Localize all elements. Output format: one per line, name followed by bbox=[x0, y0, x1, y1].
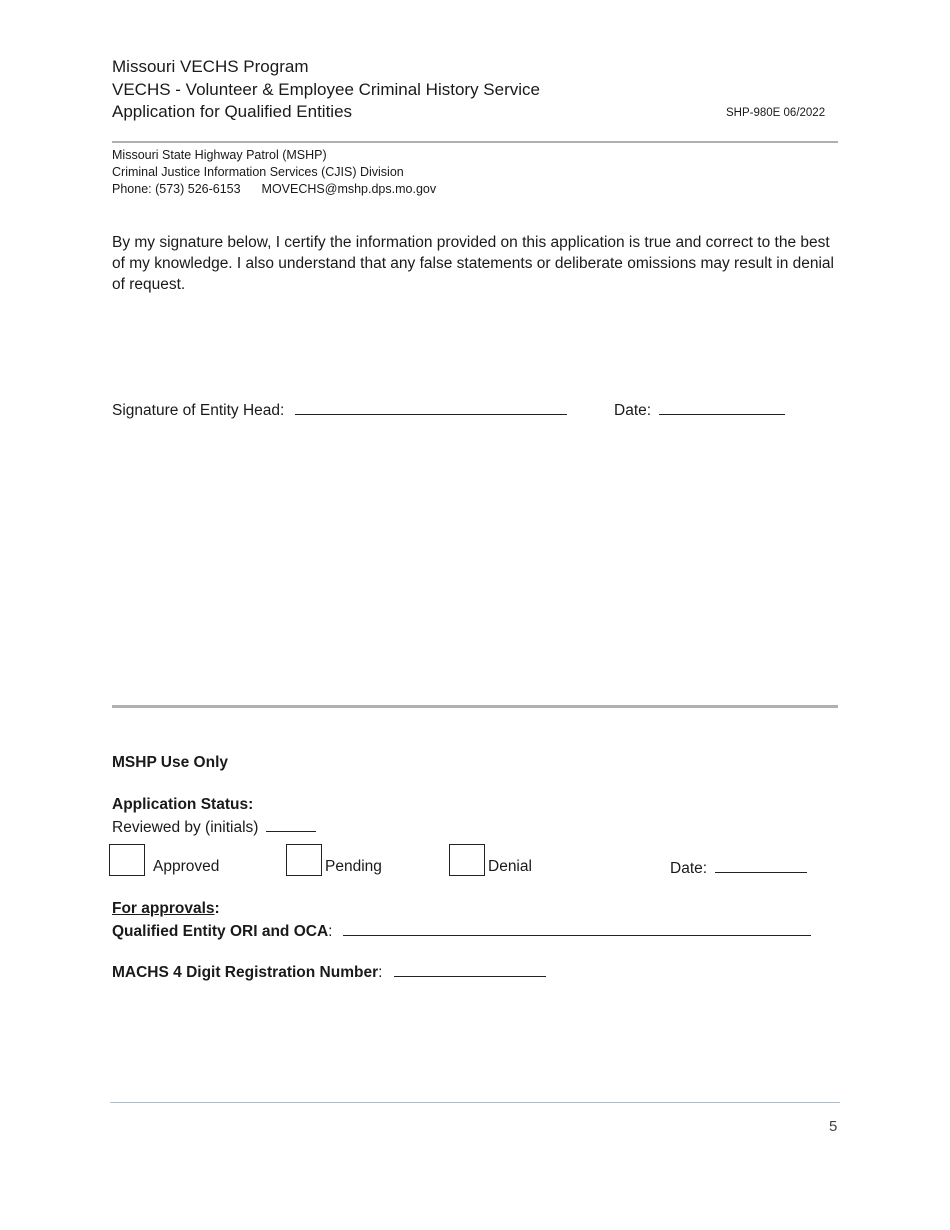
page-number: 5 bbox=[829, 1118, 838, 1135]
pending-label: Pending bbox=[325, 858, 382, 875]
reviewed-label: Reviewed by (initials) bbox=[112, 819, 259, 836]
reviewed-initials-field[interactable] bbox=[266, 817, 316, 832]
certification-text: By my signature below, I certify the information provided on this application is true and correct to the best of my knowledge. I also understand that any false statements or deliberate omissions may result in denial of request. bbox=[112, 234, 834, 293]
footer-divider bbox=[110, 1102, 840, 1103]
signature-label: Signature of Entity Head: bbox=[112, 402, 285, 419]
ori-row bbox=[112, 921, 811, 941]
section-divider bbox=[112, 705, 838, 708]
pending-checkbox[interactable] bbox=[286, 844, 322, 876]
status-date-field[interactable] bbox=[715, 858, 807, 873]
form-number: SHP-980E 06/2022 bbox=[726, 107, 826, 119]
machs-number-field[interactable] bbox=[394, 962, 546, 977]
approvals-row bbox=[112, 900, 220, 918]
application-status-heading: Application Status: bbox=[112, 796, 254, 813]
approvals-colon: : bbox=[214, 900, 220, 917]
status-date-row bbox=[670, 858, 807, 878]
ori-colon: : bbox=[328, 923, 333, 940]
denial-checkbox[interactable] bbox=[449, 844, 485, 876]
ori-label: Qualified Entity ORI and OCA bbox=[112, 923, 329, 940]
machs-label: MACHS 4 Digit Registration Number bbox=[112, 964, 379, 981]
contact-line bbox=[112, 182, 436, 196]
approved-label: Approved bbox=[153, 858, 220, 875]
service-title: VECHS - Volunteer & Employee Criminal History Service bbox=[112, 80, 540, 99]
status-date-label: Date: bbox=[670, 860, 708, 877]
reviewed-row bbox=[112, 817, 316, 837]
contact-division: Criminal Justice Information Services (CJIS) Division bbox=[112, 165, 404, 179]
signature-row bbox=[112, 400, 567, 420]
denial-label: Denial bbox=[488, 858, 532, 875]
approved-checkbox[interactable] bbox=[109, 844, 145, 876]
machs-colon: : bbox=[378, 964, 383, 981]
ori-oca-field[interactable] bbox=[343, 921, 811, 936]
program-title: Missouri VECHS Program bbox=[112, 57, 309, 76]
machs-row bbox=[112, 962, 546, 982]
contact-phone: Phone: (573) 526-6153 bbox=[112, 182, 241, 196]
signature-date-row bbox=[614, 400, 785, 420]
contact-email[interactable]: MOVECHS@mshp.dps.mo.gov bbox=[261, 182, 437, 196]
contact-org: Missouri State Highway Patrol (MSHP) bbox=[112, 148, 327, 162]
mshp-use-heading: MSHP Use Only bbox=[112, 754, 229, 771]
signature-field[interactable] bbox=[295, 400, 567, 415]
approvals-label: For approvals bbox=[112, 900, 215, 917]
header-divider bbox=[112, 141, 838, 143]
application-title: Application for Qualified Entities bbox=[112, 102, 353, 121]
signature-date-label: Date: bbox=[614, 402, 652, 419]
signature-date-field[interactable] bbox=[659, 400, 785, 415]
